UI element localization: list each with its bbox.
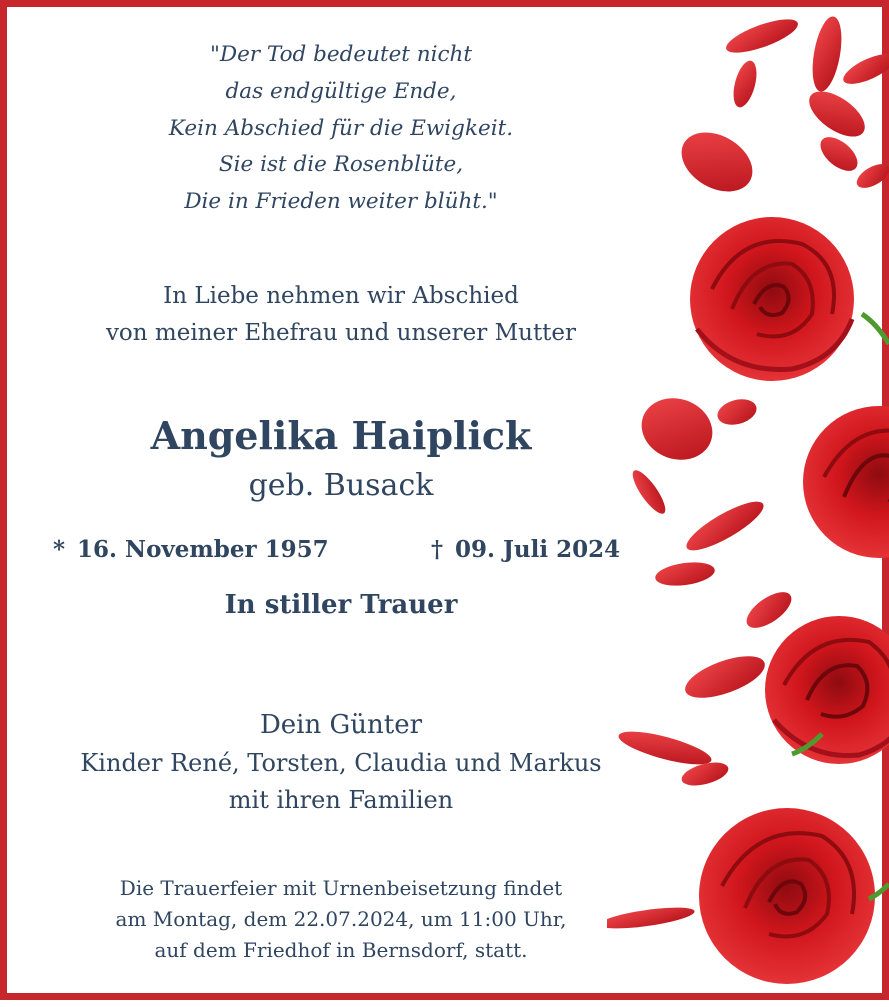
petal [671, 120, 763, 203]
rose [699, 808, 875, 984]
ceremony-line: am Montag, dem 22.07.2024, um 11:00 Uhr, [115, 907, 567, 931]
maiden-name: geb. Busack [248, 468, 434, 503]
ceremony-notice [27, 873, 655, 966]
quote-line: Die in Frieden weiter blüht." [184, 189, 498, 215]
petal [723, 14, 802, 59]
birth-star-icon: * [53, 536, 66, 563]
intro-line: von meiner Ehefrau und unserer Mutter [105, 320, 577, 346]
memorial-quote [27, 37, 655, 221]
rose [803, 406, 889, 558]
petal [680, 648, 770, 707]
rose [690, 217, 854, 381]
mourner-line: mit ihren Familien [228, 786, 454, 814]
mourning-heading: In stiller Trauer [224, 590, 458, 620]
petal [802, 83, 873, 146]
petal [715, 395, 760, 429]
quote-line: das endgültige Ende, [225, 78, 457, 104]
quote-line: "Der Tod bedeutet nicht [209, 42, 473, 67]
petal [814, 131, 863, 178]
death-date [431, 530, 620, 570]
petal [729, 58, 761, 110]
death-cross-icon: † [431, 536, 444, 563]
death-date-text: 09. Juli 2024 [455, 536, 621, 563]
intro-line: In Liebe nehmen wir Abschied [163, 283, 519, 309]
birth-date [53, 530, 329, 570]
mourners-list [27, 705, 655, 819]
petal [741, 585, 797, 634]
mourner-line: Kinder René, Torsten, Claudia und Markus [80, 749, 602, 777]
petal [681, 494, 769, 559]
petal [839, 48, 889, 90]
petal [654, 559, 716, 589]
petal [853, 159, 889, 193]
quote-line: Kein Abschied für die Ewigkeit. [168, 115, 514, 141]
ceremony-line: auf dem Friedhof in Bernsdorf, statt. [154, 938, 528, 962]
quote-line: Sie ist die Rosenblüte, [218, 152, 464, 178]
petal [808, 14, 847, 93]
obituary-text [27, 7, 655, 1007]
birth-date-text: 16. November 1957 [77, 536, 329, 563]
stem [862, 314, 889, 344]
life-dates [53, 530, 655, 570]
farewell-intro [27, 278, 655, 352]
ceremony-line: Die Trauerfeier mit Urnenbeisetzung findet [119, 876, 563, 900]
deceased-name: Angelika Haiplick [150, 413, 532, 458]
rose [765, 616, 889, 764]
mourner-line: Dein Günter [259, 710, 423, 740]
